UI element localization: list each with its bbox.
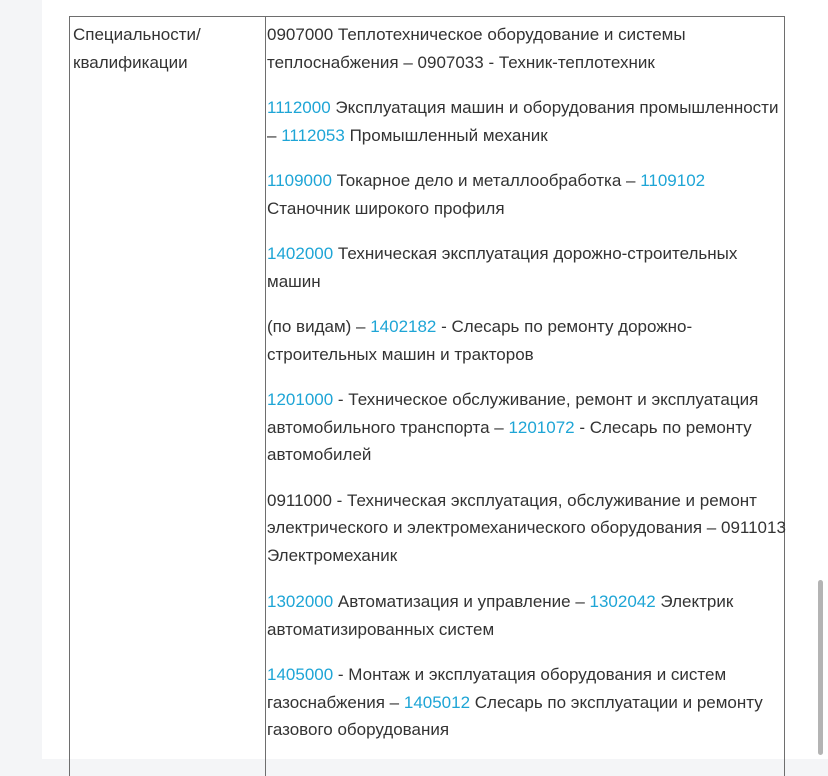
qualification-text: Слесарь по эксплуатации и ремонту газового оборудования <box>267 692 763 739</box>
specialty-entry <box>267 661 787 744</box>
specialty-entry <box>267 94 787 149</box>
label-line-1: Специальности/ <box>73 25 201 44</box>
specialty-code-link[interactable]: 1109000 <box>267 171 332 190</box>
specialty-text: Теплотехническое оборудование и системы теплоснабжения – <box>267 25 686 72</box>
specialty-code-link[interactable]: 1201000 <box>267 390 334 409</box>
specialty-entry <box>267 240 787 295</box>
qualification-code-link[interactable]: 1201072 <box>508 417 575 437</box>
specialty-text: Автоматизация и управление – <box>333 592 590 611</box>
qualification-text: Электромеханик <box>267 545 398 565</box>
specialty-code-link[interactable]: 1402000 <box>267 244 334 263</box>
qualification-code-link[interactable]: 1112053 <box>281 125 345 145</box>
qualification-text: Электрик автоматизированных систем <box>267 592 734 639</box>
column-divider <box>265 17 266 776</box>
specialty-entry <box>267 487 787 570</box>
specialty-code: 0907000 <box>267 25 334 44</box>
document-page <box>42 0 828 759</box>
specialty-entry <box>267 21 787 76</box>
qualification-text: - Техник-теплотехник <box>483 52 655 72</box>
qualification-code-link[interactable]: 1405012 <box>403 692 471 712</box>
specialty-entry <box>267 588 787 643</box>
qualification-text: - Слесарь по ремонту дорожно-строительных машин и тракторов <box>267 317 693 364</box>
qualification-code: 0911013 <box>720 518 786 537</box>
qualification-code-link[interactable]: 1402182 <box>370 317 437 336</box>
specialty-text: Токарное дело и металлообработка – <box>331 171 641 190</box>
label-cell <box>70 17 264 80</box>
specialty-text: - Техническая эксплуатация, обслуживание и ремонт электрического и электромеханического оборудования – <box>267 490 757 537</box>
specialty-code-link[interactable]: 1112000 <box>267 98 331 117</box>
specialty-entry <box>267 386 787 469</box>
specialty-code-link[interactable]: 1405000 <box>267 665 334 684</box>
qualification-code-link[interactable]: 1302042 <box>589 592 656 611</box>
qualification-code: 0907033 <box>417 52 484 72</box>
qualification-text: - Слесарь по ремонту автомобилей <box>267 417 752 464</box>
specialty-code: 0911000 <box>267 490 332 510</box>
qualification-code-link[interactable]: 1109102 <box>640 171 706 190</box>
qualification-text: Станочник широкого профиля <box>267 198 505 218</box>
specialty-entry <box>267 167 787 222</box>
label-line-2: квалификации <box>73 52 188 72</box>
scrollbar-thumb[interactable] <box>818 580 823 755</box>
qualification-text: Промышленный механик <box>344 125 548 145</box>
specialty-text: (по видам) – <box>267 317 371 336</box>
specialties-cell <box>267 17 787 762</box>
specialty-text: Техническая эксплуатация дорожно-строительных машин <box>267 244 738 291</box>
specialty-entry <box>267 313 787 368</box>
specialty-text: - Монтаж и эксплуатация оборудования и систем газоснабжения – <box>267 665 727 712</box>
specialty-text: - Техническое обслуживание, ремонт и эксплуатация автомобильного транспорта – <box>267 390 759 437</box>
specialty-text: Эксплуатация машин и оборудования промышленности – <box>267 98 779 145</box>
specialty-code-link[interactable]: 1302000 <box>267 592 334 611</box>
info-table <box>69 16 785 776</box>
